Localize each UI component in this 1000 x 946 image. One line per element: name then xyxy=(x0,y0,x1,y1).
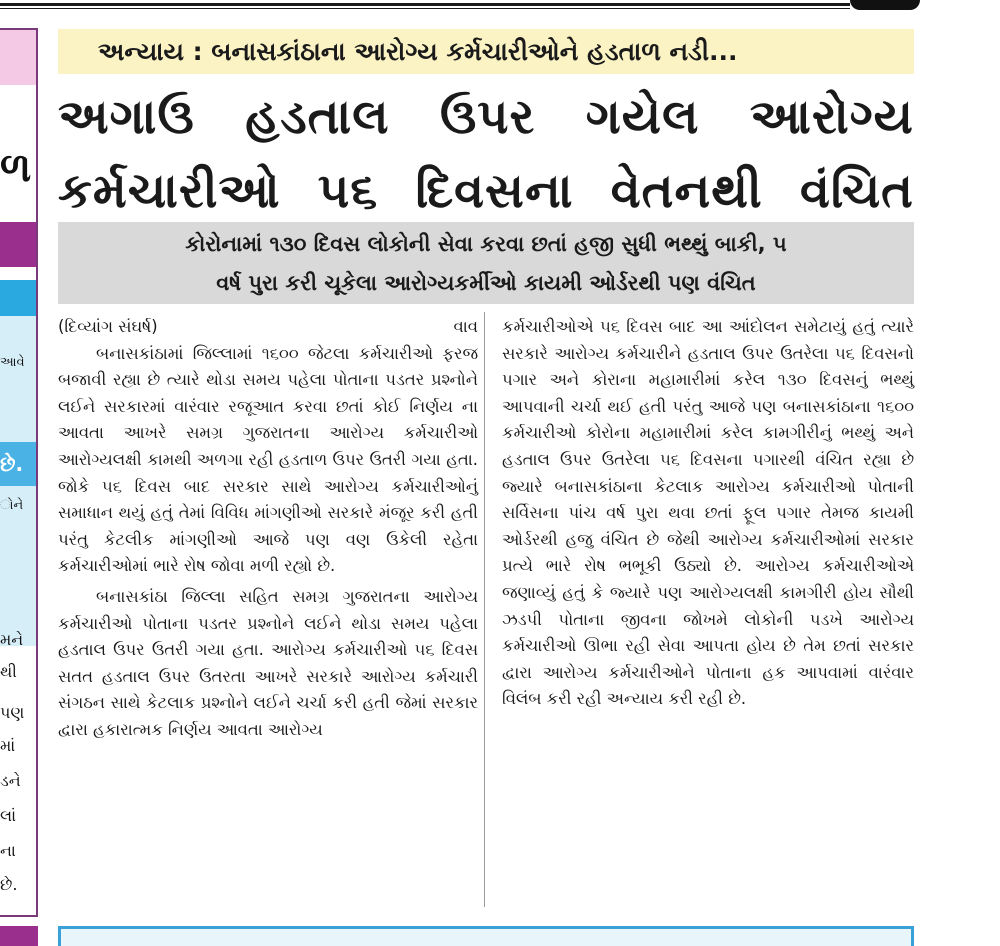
adjacent-text-fragment: છે. xyxy=(0,452,24,476)
adjacent-text-fragment: થી xyxy=(0,662,17,681)
article-body-column-1 xyxy=(58,314,478,744)
adjacent-purple-band xyxy=(0,222,36,267)
byline: (દિવ્યાંગ સંઘર્ષ) xyxy=(58,317,158,336)
dateline xyxy=(58,314,478,341)
headline-line-2: કર્મચારીઓ ૫૬ દિવસના વેતનથી વંચિત xyxy=(58,163,914,219)
article-body-column-2 xyxy=(502,314,914,713)
adjacent-article-column xyxy=(0,28,38,917)
adjacent-headline-fragment: ળ xyxy=(0,145,32,191)
next-article-box xyxy=(58,926,914,946)
adjacent-text-fragment: ના xyxy=(0,841,16,860)
adjacent-text-fragment: માં xyxy=(0,736,16,755)
adjacent-cyan-band xyxy=(0,280,36,316)
body-paragraph: કર્મચારીઓએ ૫૬ દિવસ બાદ આ આંદોલન સમેટાયું હતું ત્યારે સરકારે આરોગ્ય કર્મચારીને હડતાલ ઉપર ઉતરેલા ૫૬ દિવસનો પગાર અને કોરાના મહામારીમાં કરેલ ૧૩૦ દિવસનું ભથ્થું આપવાની ચર્ચા થઈ હતી પરંતુ આજે પણ બનાસકાંઠાના ૧૬૦૦ કર્મચારીઓ કોરોના મહામારીમાં કરેલ કામગીરીનું ભથ્થું અને હડતાલ ઉપર ઉતરેલા ૫૬ દિવસના પગારથી વંચિત રહ્યા છે જ્યારે બનાસકાંઠાના કેટલાક આરોગ્ય કર્મચારીઓ પોતાની સર્વિસના પાંચ વર્ષ પુરા થવા છતાં ફૂલ પગાર તેમજ કાયમી ઓર્ડરથી હજુ વંચિત છે જેથી આરોગ્ય કર્મચારીઓમાં સરકાર પ્રત્યે ભારે રોષ ભભૂકી ઉઠ્યો છે. આરોગ્ય કર્મચારીઓએ જણાવ્યું હતું કે જ્યારે પણ આરોગ્યલક્ષી કામગીરી હોય સૌથી ઝડપી પોતાના જીવના જોખમે લોકોની પડખે આરોગ્ય કર્મચારીઓ ઊભા રહી સેવા આપતા હોય છે તેમ છતાં સરકાર દ્વારા આરોગ્ય કર્મચારીઓને પોતાના હક આપવામાં વારંવાર વિલંબ કરી રહી અન્યાય કરી રહી છે. xyxy=(502,317,914,709)
adjacent-text-fragment: પણ xyxy=(0,703,25,722)
adjacent-pink-band xyxy=(0,30,36,85)
adjacent-text-fragment: છે. xyxy=(0,875,18,894)
dateline-place: વાવ xyxy=(453,317,478,336)
article-kicker: અન્યાય : બનાસકાંઠાના આરોગ્ય કર્મચારીઓને હડતાળ નડી... xyxy=(58,29,914,74)
subhead-line-2: વર્ષ પુરા કરી ચૂકેલા આરોગ્યકર્મીઓ કાયમી ઓર્ડરથી પણ વંચિત xyxy=(216,271,756,295)
body-paragraph: બનાસકાંઠામાં જિલ્લામાં ૧૬૦૦ જેટલા કર્મચારીઓ ફરજ બજાવી રહ્યા છે ત્યારે થોડા સમય પહેલા પોતાના પડતર પ્રશ્નોને લઈને સરકારમાં વારંવાર રજૂઆત કરવા છતાં કોઈ નિર્ણય ના આવતા આખરે સમગ્ર ગુજરાતના આરોગ્ય કર્મચારીઓ આરોગ્યલક્ષી કામથી અળગા રહી હડતાળ ઉપર ઉતરી ગયા હતા. જોકે ૫૬ દિવસ બાદ સરકાર સાથે આરોગ્ય કર્મચારીઓનું સમાધાન થયું હતું તેમાં વિવિધ માંગણીઓ સરકારે મંજૂર કરી હતી પરંતુ કેટલીક માંગણીઓ આજે પણ વણ ઉકેલી રહેતા કર્મચારીઓમાં ભારે રોષ જોવા મળી રહ્યો છે. xyxy=(58,343,478,576)
adjacent-text-fragment: લાં xyxy=(0,806,17,825)
top-rule-thick xyxy=(0,3,850,6)
headline-line-1: અગાઉ હડતાલ ઉપર ગયેલ આરોગ્ય xyxy=(58,89,914,145)
corner-graphic xyxy=(850,0,920,10)
adjacent-text-fragment: ડને xyxy=(0,771,21,790)
adjacent-footer-band xyxy=(0,926,38,946)
article-headline xyxy=(58,80,914,228)
adjacent-text-fragment: ોને xyxy=(0,498,24,513)
adjacent-text-fragment: આવે xyxy=(0,355,25,370)
subhead-line-1: કોરોનામાં ૧૩૦ દિવસ લોકોની સેવા કરવા છતાં હજી સુધી ભથ્થું બાકી, ૫ xyxy=(185,232,787,256)
body-paragraph: બનાસકાંઠા જિલ્લા સહિત સમગ્ર ગુજરાતના આરોગ્ય કર્મચારીઓ પોતાના પડતર પ્રશ્નોને લઈને થોડા સમય પહેલા હડતાલ ઉપર ઉતરી ગયા હતા. આરોગ્ય કર્મચારીઓ ૫૬ દિવસ સતત હડતાલ ઉપર ઉતરતા આખરે સરકારે આરોગ્ય કર્મચારી સંગઠન સાથે કેટલાક પ્રશ્નોને લઈને ચર્ચા કરી હતી જેમાં સરકાર દ્વારા હકારાત્મક નિર્ણય આવતા આરોગ્ય xyxy=(58,586,478,739)
adjacent-blue-bar xyxy=(0,442,36,486)
top-rule-thin xyxy=(0,8,850,9)
article-subheadline xyxy=(58,222,914,304)
adjacent-text-fragment: મને xyxy=(0,630,24,649)
column-divider xyxy=(484,312,485,907)
